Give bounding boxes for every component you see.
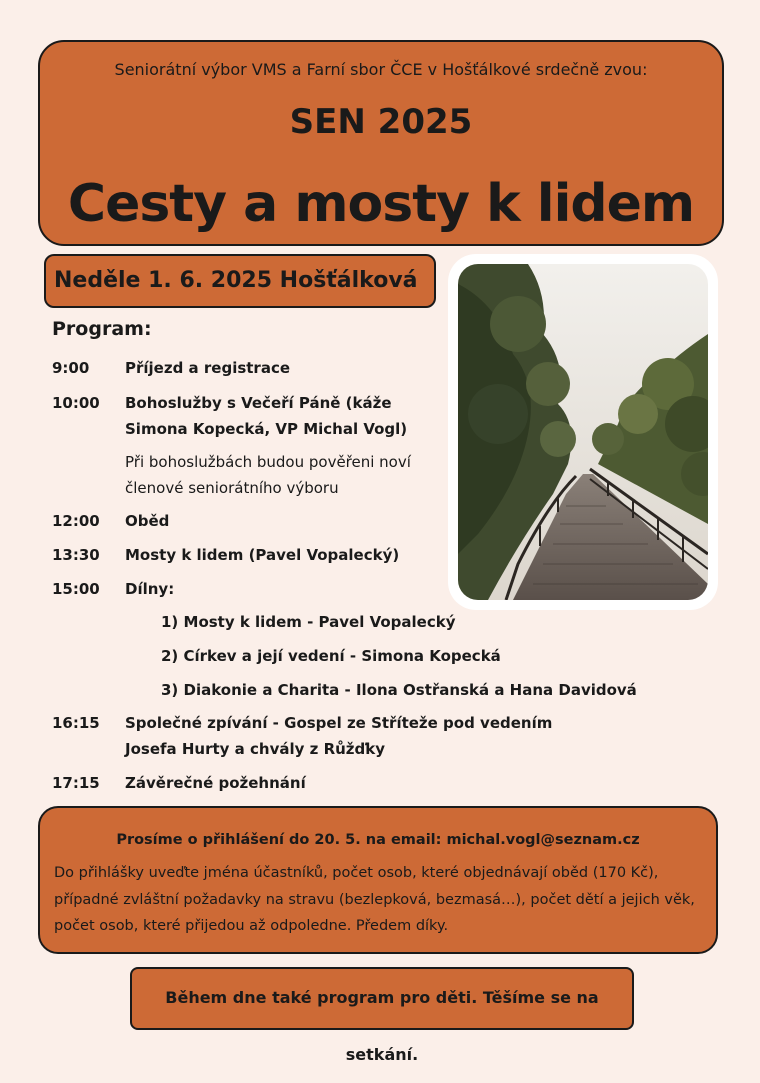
program-item: Závěrečné požehnání — [125, 774, 306, 792]
workshop-item: 1) Mosty k lidem - Pavel Vopalecký — [161, 613, 456, 631]
event-name: SEN 2025 — [289, 102, 473, 142]
program-time: 9:00 — [52, 359, 90, 377]
program-time: 10:00 — [52, 394, 100, 412]
program-heading: Program: — [52, 318, 152, 340]
program-time: 17:15 — [52, 774, 100, 792]
invitation-line: Seniorátní výbor VMS a Farní sbor ČCE v Hošťálkové srdečně zvou: — [114, 60, 648, 79]
workshop-item: 2) Církev a její vedení - Simona Kopecká — [161, 647, 501, 665]
program-item: Bohoslužby s Večeří Páně (káže Simona Kopecká, VP Michal Vogl) — [125, 394, 408, 438]
workshop-item: 3) Diakonie a Charita - Ilona Ostřanská a Hana Davidová — [161, 681, 637, 699]
event-title: Cesty a mosty k lidem — [67, 174, 695, 234]
boardwalk-forest-photo — [458, 264, 708, 600]
program-item: Oběd — [125, 512, 170, 530]
program-time: 12:00 — [52, 512, 100, 530]
program-note: Při bohoslužbách budou pověřeni noví členové seniorátního výboru — [125, 453, 411, 497]
program-item: Příjezd a registrace — [125, 359, 291, 377]
program-time: 15:00 — [52, 580, 100, 598]
registration-body: Do přihlášky uveďte jména účastníků, počet osob, které objednávají oběd (170 Kč), případné zvláštní požadavky na stravu (bezlepková, bezmasá…), počet dětí a jejich věk, počet osob, které přijedou až odpoledne. Předem díky. — [54, 865, 695, 934]
program-item: Společné zpívání - Gospel ze Stříteže pod vedením Josefa Hurty a chvály z Růžďky — [125, 714, 553, 758]
photo-frame — [448, 254, 718, 610]
registration-box — [38, 806, 718, 954]
header-box — [38, 40, 724, 246]
registration-heading: Prosíme o přihlášení do 20. 5. na email: michal.vogl@seznam.cz — [116, 832, 640, 848]
program-time: 13:30 — [52, 546, 100, 564]
children-program-note: Během dne také program pro děti. Těšíme se na setkání. — [130, 967, 634, 1030]
program-item: Mosty k lidem (Pavel Vopalecký) — [125, 546, 400, 564]
program-item: Dílny: — [125, 580, 175, 598]
date-location-box: Neděle 1. 6. 2025 Hošťálková — [44, 254, 436, 308]
program-time: 16:15 — [52, 714, 100, 732]
